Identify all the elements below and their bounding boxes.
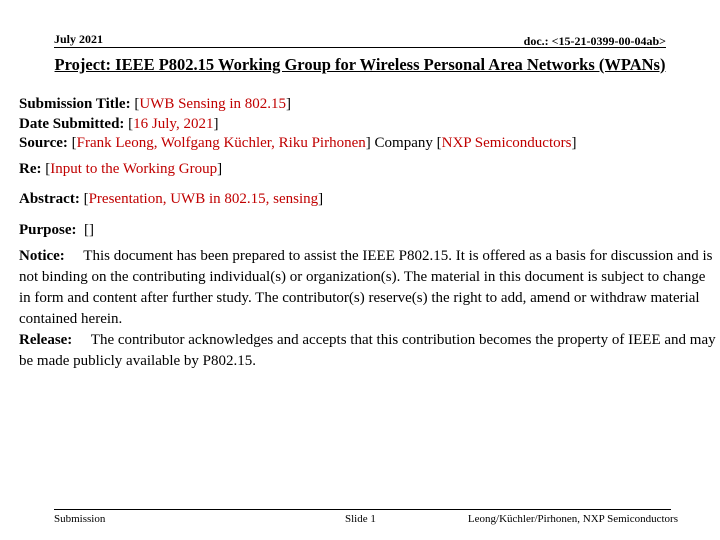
purpose-line	[19, 220, 719, 240]
submission-title-value: UWB Sensing in 802.15	[139, 96, 286, 112]
source-line: Source: [Frank Leong, Wolfgang Küchler, Riku Pirhonen] Company [NXP Semiconductors]	[19, 135, 577, 151]
abstract-label: Abstract:	[19, 191, 80, 207]
date-submitted-line: Date Submitted: [16 July, 2021]	[19, 116, 219, 132]
release-text: The contributor acknowledges and accepts that this contribution becomes the property of IEEE and may be made publicly available by P802.15.	[19, 332, 716, 369]
date-submitted-value: 16 July, 2021	[133, 116, 214, 132]
source-label: Source:	[19, 135, 68, 151]
submission-title-line: Submission Title: [UWB Sensing in 802.15]	[19, 96, 291, 112]
purpose-value: []	[84, 222, 94, 238]
footer-left: Submission	[54, 513, 106, 525]
release-label: Release:	[19, 332, 73, 348]
project-title: Project: IEEE P802.15 Working Group for Wireless Personal Area Networks (WPANs)	[54, 55, 666, 74]
re-label: Re:	[19, 161, 42, 177]
company-label: Company	[374, 135, 433, 151]
footer-slide-number: Slide 1	[345, 513, 376, 525]
header-date: July 2021	[54, 32, 104, 46]
re-value: Input to the Working Group	[50, 161, 218, 177]
purpose-label: Purpose:	[19, 222, 77, 238]
source-value: Frank Leong, Wolfgang Küchler, Riku Pirhonen	[76, 135, 366, 151]
abstract-line: Abstract: [Presentation, UWB in 802.15, sensing]	[19, 191, 324, 207]
footer-divider	[54, 509, 671, 510]
re-line: Re: [Input to the Working Group]	[19, 161, 223, 177]
abstract-value: Presentation, UWB in 802.15, sensing	[88, 191, 319, 207]
header-doc-number: doc.: <15-21-0399-00-04ab>	[523, 34, 666, 48]
date-submitted-label: Date Submitted:	[19, 116, 125, 132]
footer-authors: Leong/Küchler/Pirhonen, NXP Semiconductors	[467, 513, 678, 525]
notice-text: This document has been prepared to assist the IEEE P802.15. It is offered as a basis for discussion and is not binding on the contributing individual(s) or organization(s). The material in this document is subject to change in form and content after further study. The contributor(s) reserve(s) the right to add, amend or withdraw material contained herein.	[19, 248, 713, 327]
notice-label: Notice:	[19, 248, 65, 264]
notice-block	[19, 246, 719, 372]
submission-title-label: Submission Title:	[19, 96, 131, 112]
company-value: NXP Semiconductors	[441, 135, 572, 151]
header-divider	[54, 47, 666, 48]
